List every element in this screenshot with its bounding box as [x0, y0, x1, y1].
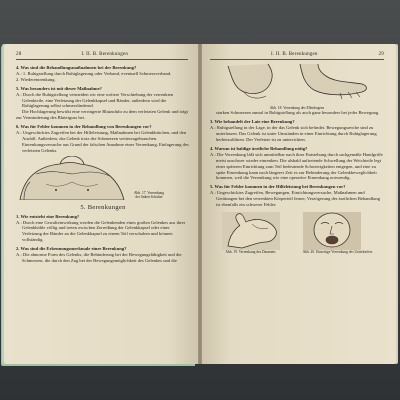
answer: A.: Durch die Ruhigstellung vermeiden wir eine weitere Verschiebung der verrenkten Gelenkteile, eine Verletzung der Gelenkkapsel und Bänder, außerdem wird die Ruhiglagerung selbst schmerzlindernd. [16, 91, 174, 109]
shoulder-figure [16, 156, 190, 200]
answer: A.: 1. Ruhigstellung durch Ruhiglagerung oder Verband, eventuell Schmerzverband. [16, 70, 172, 76]
paragraph: starken Schmerzen zumal in Ruhigstellung als auch ganz besonders bei jeder Bewegung. [216, 110, 380, 116]
elbow-figure [210, 62, 384, 110]
figure-caption: Abb. 19. Verrenkung des Daumens [225, 250, 276, 254]
bottom-figures [210, 212, 384, 254]
question: 5. Was besonders ist mit dieser Maßnahme? [16, 85, 102, 91]
answer: 2. Wiedereinrenkung. [16, 76, 56, 82]
question: 1. Wie entsteht eine Berenkung? [16, 213, 80, 219]
thumb-illustration [222, 212, 280, 250]
answer: A.: Ruhigstellung in der Lage, in der das Gelenk sich befindet. Bewegungsreiche sind zu unterlassen. Das Gelenk ist unter Umständen in einer Einrichtung durch Ruhiglagerung herbeizuführen. Der Verletzte ist zu unterrichten. [210, 125, 377, 143]
question: 6. Was für Fehler kommen in der Behandlung von Berenkungen vor? [16, 124, 152, 130]
left-running-head [16, 52, 188, 58]
paragraph: Die Hochlagerung bewirkt eine verringerte Blutzufuhr zu dem verletzten Gelenk und trägt zur Verminderung des Bluterguss bei. [16, 109, 188, 121]
answer: A.: Durch eine Gewalteinwirkung werden die Gelenkenden eines großen Gelenkes aus ihrer Gelenkhöhle völlig und treten zwischen Zerreißung der Gelenkkapsel oder einer Verletzung der Bänder an die Gelenkkapsel zu einem Teil verschoben und können vollständig. [16, 219, 186, 243]
right-running-head [210, 52, 384, 58]
left-page-number: 28 [16, 52, 22, 57]
answer: A.: Die abnorme Form des Gelenks, die Behinderung bei der Bewegungsfähigkeit und die Schmerzen, die durch den Zug bei der Bewegungsmöglichkeit des Gelenkes und die [16, 252, 182, 263]
answer: A.: Ungeschicktes Zugreifen bei der Hilfeleistung, Maßnahmen bei Gelenkbrüchen, und den Ausfall. Außerdem, das Gelenk trotz der Schmerzen weiterzugebrauchen. Einrenkungsversuche aus Grund der falschen Annahme einer Verrenkung, Einlagerung des verletzten Gelenks. [16, 130, 189, 153]
answer: A.: Ungeschicktes Zugreifen, Bewegungen, Einrichtungsversuche, Maßnahmen und Gerätungen bei den verrenkten Körperteil ferner, Verzögerung der ärztlichen Behandlung ist ebenfalls ein schwerer Fehler. [210, 190, 381, 208]
jaw-figure [303, 212, 373, 254]
left-header-rule [16, 59, 188, 60]
elbow-illustration [222, 62, 372, 106]
thumb-figure [222, 212, 280, 254]
section-title: 5. Berenkungen [80, 203, 126, 211]
question: 4. Warum ist baldige ärztliche Behandlung nötig? [210, 145, 308, 151]
figure-caption: Abb. 17. Verrenkung der linken Schulter [133, 190, 165, 200]
shoulder-illustration [16, 156, 128, 200]
question: 4. Was sind die Behandlungsmaßnahmen bei der Berenkung? [16, 65, 137, 70]
left-header-title: I. II. B. Berenkungen [81, 52, 129, 57]
right-page-number: 29 [378, 52, 384, 57]
right-page [202, 44, 396, 364]
right-header-rule [210, 59, 384, 60]
question: 2. Was sind die Erkennungsmerkmale einer Berenkung? [16, 246, 127, 252]
question: 5. Was für Fehler kommen in der Hilfeleistung bei Berenkungen vor? [210, 184, 346, 190]
figure-caption: Abb. 18. Verrenkung des Ellenbogens [269, 106, 325, 110]
left-page [4, 44, 198, 364]
question: 3. Wie behandelt der Laie eine Berenkung? [210, 119, 295, 125]
right-header-title: I. II. B. Berenkungen [270, 52, 318, 57]
answer: A.: Die Verrenkung läßt sich unmittelbar nach ihrer Entstehung durch sachgemäße Handgriffe meist unschwer wieder einrenken. Die alsbald auftretende Schwellung der Weichteile legt einer späteren Einrichtung zum Teil bedeutende Schwierigkeiten entgegen, und eine zu späte Einrenkung kann nach längerer Zeit es zur Behinderung der Gelenkbeweglichkeit kommen, weil die Verrenkung wie eine operative Einrenkung notwendig. [210, 151, 383, 181]
figure-caption: Abb. 20. Einseitige Verrenkung des Unterkiefers [302, 250, 373, 254]
jaw-illustration [303, 212, 361, 250]
